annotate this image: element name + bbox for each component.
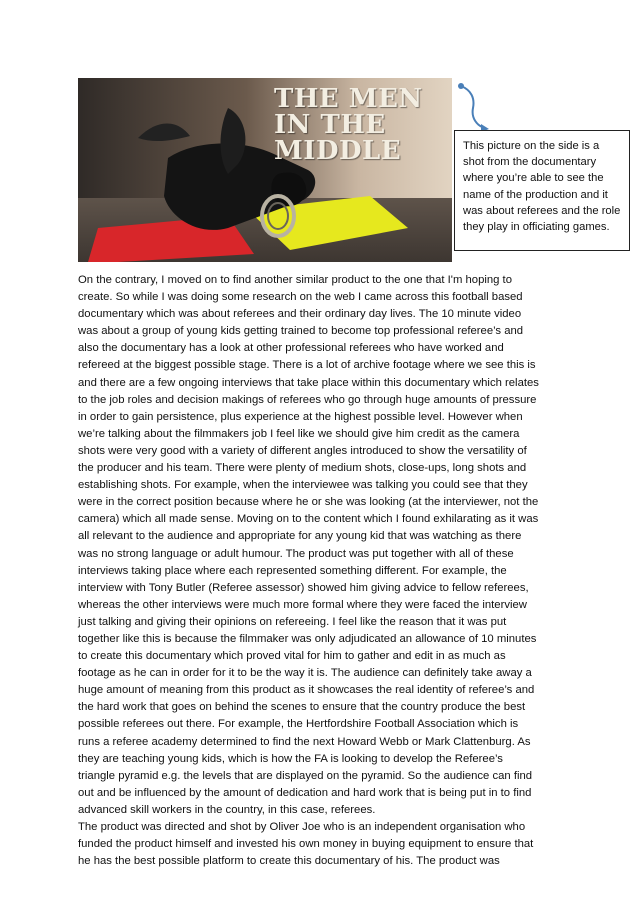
text-line: to create this documentary which proved vital for him to gather and edit in as much as <box>78 650 506 663</box>
text-line: also the documentary has a look at other professional referees who have worked and <box>78 342 504 355</box>
text-line: create. So while I was doing some research on the web I came across this football based <box>78 291 523 304</box>
text-line: refereed at the biggest possible stage. There is a lot of archive footage where we see this is <box>78 359 536 372</box>
text-line: in order to gain persistence, plus experience at the highest possible level. However when <box>78 410 523 423</box>
text-line: out and be influenced by the amount of dedication and hard work that is being put in to find <box>78 786 532 799</box>
text-line: was about a group of young kids getting trained to become top professional referee’s and <box>78 325 524 338</box>
text-line: footage as he can in order for it to be the way it is. The audience can definitely take away a <box>78 667 532 680</box>
documentary-title-text: THE MEN IN THE MIDDLE <box>274 84 423 166</box>
text-line: whereas the other interviews were much more formal where they were faced the interview <box>78 598 527 611</box>
text-line: runs a referee academy determined to find the next Howard Webb or Mark Clattenburg. As <box>78 735 531 748</box>
text-line: they are teaching young kids, which is how the FA is looking to develop the Referee’s <box>78 752 503 765</box>
body-text <box>78 272 562 870</box>
text-line: possible referees out there. For example, the Hertfordshire Football Association which is <box>78 718 519 731</box>
text-line: the producer and his team. There were plenty of medium shots, close-ups, long shots and <box>78 462 527 475</box>
body-paragraph <box>78 272 562 870</box>
text-line: advanced skill workers in the country, in this case, referees. <box>78 803 376 816</box>
text-line: and there are a few ongoing interviews that take place within this documentary which relates <box>78 376 539 389</box>
text-line: interview with Tony Butler (Referee assessor) showed him giving advice to fellow referees, <box>78 581 529 594</box>
text-line: just talking and giving their opinions on refereeing. I feel like the reason that it was put <box>78 615 507 628</box>
text-line: camera) which all made sense. Moving on to the content which I found exhilarating as it was <box>78 513 539 526</box>
text-line: The product was directed and shot by Oliver Joe who is an independent organisation who <box>78 821 526 833</box>
text-line: all relevant to the audience and appropriate for any young kid that was watching as there <box>78 530 522 543</box>
text-line: documentary which was about referees and their ordinary day lives. The 10 minute video <box>78 308 522 321</box>
caption-box <box>454 130 630 251</box>
text-line: were in the correct position because where he or she was looking (at the interviewer, not the <box>78 496 539 509</box>
text-line: huge amount of meaning from this product as it showcases the real identity of referee’s and <box>78 684 535 697</box>
text-line: was no strong language or adult humour. The product was put together with all of these <box>78 547 514 560</box>
text-line: the hard work that goes on behind the scenes to ensure that the country produce the best <box>78 701 526 714</box>
text-line: we’re talking about the filmmakers job I feel like we should give him credit as the camera <box>78 427 520 440</box>
text-line: shots were very good with a variety of different angles introduced to show the versatility of <box>78 444 527 457</box>
text-line: to the job roles and decision makings of referees who go through huge amounts of pressure <box>78 393 537 406</box>
text-line: together like this is because the filmmaker was only adjudicated an allowance of 10 minutes <box>78 632 537 645</box>
documentary-still-image <box>78 78 452 262</box>
text-line: funded the product himself and invested his own money in buying equipment to ensure that <box>78 838 534 851</box>
caption-text: This picture on the side is a shot from the documentary where you’re able to see the name of the production and it was about referees and the role they play in officiating games. <box>463 140 621 234</box>
curved-arrow-icon <box>455 82 495 134</box>
text-line: On the contrary, I moved on to find another similar product to the one that I'm hoping to <box>78 274 512 286</box>
text-line: interviews taking place where each represented something different. For example, the <box>78 564 507 577</box>
text-line: he has the best possible platform to create this documentary of his. The product was <box>78 855 500 868</box>
text-line: triangle pyramid e.g. the levels that are displayed on the pyramid. So the audience can find <box>78 769 533 782</box>
text-line: establishing shots. For example, when the interviewee was talking you could see that they <box>78 479 528 492</box>
